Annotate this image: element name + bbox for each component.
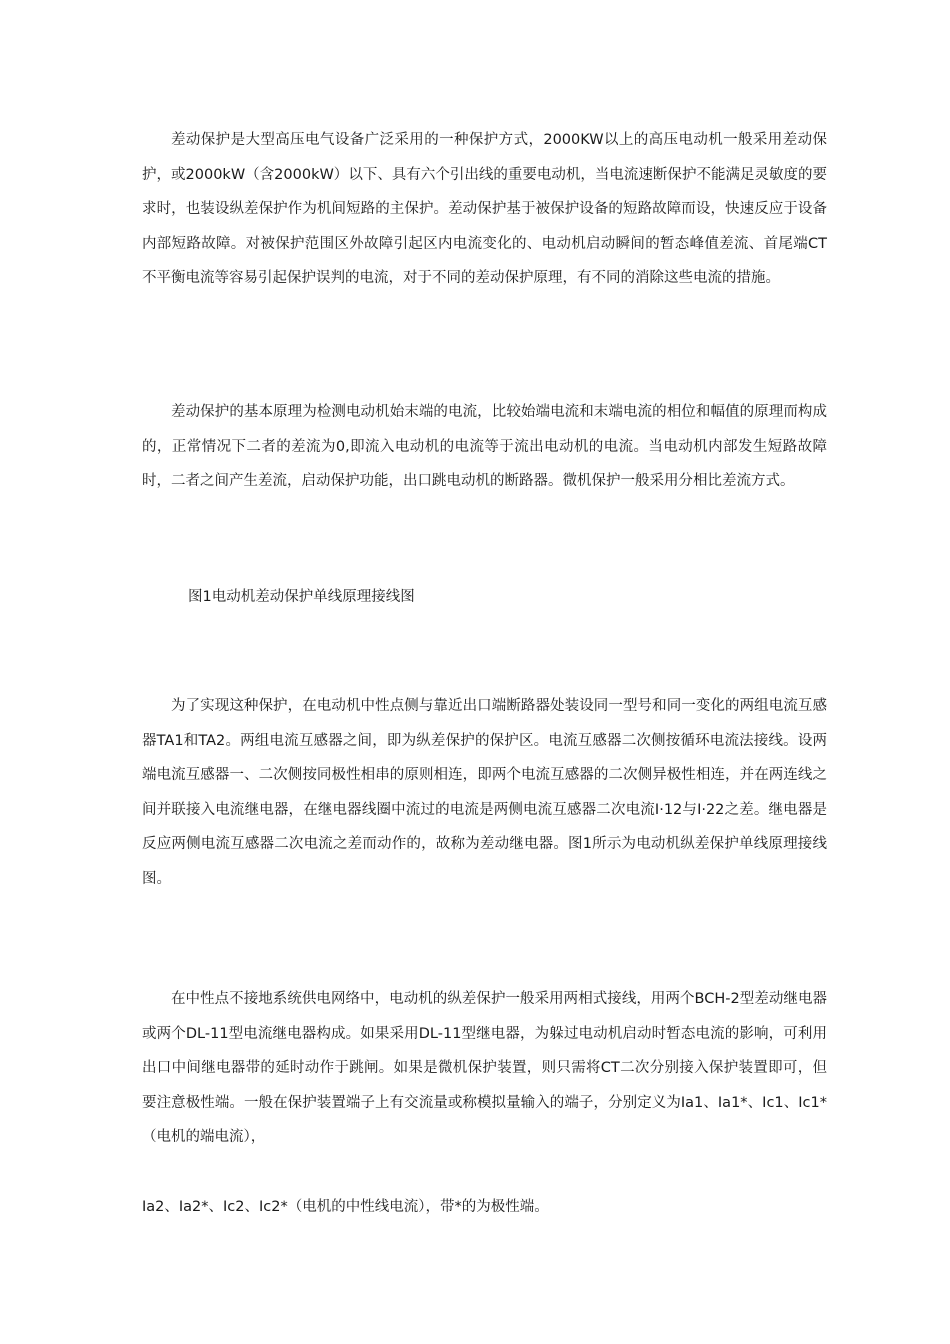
figure-caption: 图1电动机差动保护单线原理接线图 <box>188 589 415 605</box>
paragraph-terminal-definitions: Ia2、Ia2*、Ic2、Ic2*（电机的中性线电流），带*的为极性端。 <box>142 1199 549 1215</box>
paragraph-implementation: 为了实现这种保护，在电动机中性点侧与靠近出口端断路器处装设同一型号和同一变化的两组电流互感器TA1和TA2。两组电流互感器之间，即为纵差保护的保护区。电流互感器二次侧按循环电流法接线。设两端电流互感器一、二次侧按同极性相串的原则相连，即两个电流互感器的二次侧异极性相连，并在两连线之间并联接入电流继电器，在继电器线圈中流过的电流是两侧电流互感器二次电流I·12与I·22之差。继电器是反应两侧电流互感器二次电流之差而动作的，故称为差动继电器。图1所示为电动机纵差保护单线原理接线图。 <box>142 698 827 887</box>
paragraph-neutral-ungrounded: 在中性点不接地系统供电网络中，电动机的纵差保护一般采用两相式接线，用两个BCH-2型差动继电器或两个DL-11型电流继电器构成。如果采用DL-11型继电器，为躲过电动机启动时暂态电流的影响，可利用出口中间继电器带的延时动作于跳闸。如果是微机保护装置，则只需将CT二次分别接入保护装置即可，但要注意极性端。一般在保护装置端子上有交流量或称模拟量输入的端子，分别定义为Ia1、Ia1*、Ic1、Ic1*（电机的端电流）， <box>142 991 827 1145</box>
paragraph-basic-principle: 差动保护的基本原理为检测电动机始末端的电流，比较始端电流和末端电流的相位和幅值的原理而构成的，正常情况下二者的差流为0,即流入电动机的电流等于流出电动机的电流。当电动机内部发生短路故障时，二者之间产生差流，启动保护功能，出口跳电动机的断路器。微机保护一般采用分相比差流方式。 <box>142 404 827 489</box>
paragraph-differential-protection-intro: 差动保护是大型高压电气设备广泛采用的一种保护方式，2000KW以上的高压电动机一般采用差动保护，或2000kW（含2000kW）以下、具有六个引出线的重要电动机，当电流速断保护不能满足灵敏度的要求时，也装设纵差保护作为机间短路的主保护。差动保护基于被保护设备的短路故障而设，快速反应于设备内部短路故障。对被保护范围区外故障引起区内电流变化的、电动机启动瞬间的暂态峰值差流、首尾端CT不平衡电流等容易引起保护误判的电流，对于不同的差动保护原理，有不同的消除这些电流的措施。 <box>142 132 827 286</box>
